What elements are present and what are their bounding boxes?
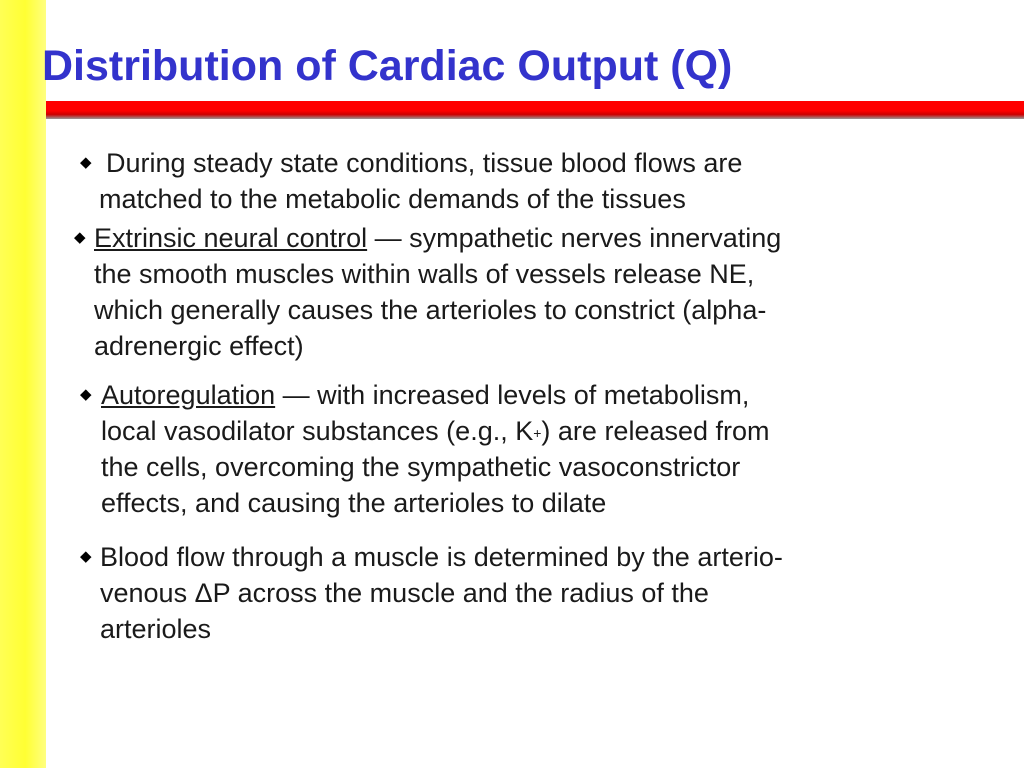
bullet-extrinsic-neural-control bbox=[74, 220, 781, 364]
bullet-autoregulation bbox=[80, 377, 770, 521]
diamond-bullet-icon: ◆ bbox=[80, 154, 92, 171]
slide-title: Distribution of Cardiac Output (Q) bbox=[42, 42, 733, 90]
bullet-line: matched to the metabolic demands of the tissues bbox=[99, 184, 686, 214]
term-autoregulation: Autoregulation bbox=[101, 380, 276, 410]
bullet-line: the cells, overcoming the sympathetic vasoconstrictor bbox=[101, 452, 741, 482]
bullet-line bbox=[80, 413, 770, 449]
bullet-text: — sympathetic nerves innervating bbox=[367, 223, 782, 253]
term-extrinsic-neural-control: Extrinsic neural control bbox=[94, 223, 368, 253]
bullet-blood-flow-muscle bbox=[80, 539, 783, 647]
bullet-line: arterioles bbox=[100, 614, 212, 644]
bullet-line: Blood flow through a muscle is determined by the arterio- bbox=[100, 542, 783, 572]
bullet-line: which generally causes the arterioles to constrict (alpha- bbox=[94, 295, 767, 325]
diamond-bullet-icon: ◆ bbox=[80, 548, 92, 565]
bullet-line: During steady state conditions, tissue blood flows are bbox=[106, 148, 743, 178]
bullet-line: the smooth muscles within walls of vessels release NE, bbox=[94, 259, 755, 289]
bullet-line bbox=[74, 220, 781, 256]
bullet-line bbox=[80, 377, 770, 413]
superscript-plus: + bbox=[533, 425, 542, 441]
bullet-text: local vasodilator substances (e.g., K bbox=[101, 416, 534, 446]
bullet-line: effects, and causing the arterioles to dilate bbox=[101, 488, 607, 518]
title-underline-rule bbox=[46, 101, 1024, 119]
diamond-bullet-icon: ◆ bbox=[80, 386, 92, 403]
diamond-bullet-icon: ◆ bbox=[74, 229, 86, 246]
bullet-steady-state bbox=[80, 145, 742, 217]
bullet-line: adrenergic effect) bbox=[94, 331, 304, 361]
bullet-text: — with increased levels of metabolism, bbox=[275, 380, 750, 410]
bullet-line: venous ΔP across the muscle and the radius of the bbox=[100, 578, 709, 608]
left-accent-band bbox=[0, 0, 46, 768]
bullet-text: ) are released from bbox=[541, 416, 770, 446]
